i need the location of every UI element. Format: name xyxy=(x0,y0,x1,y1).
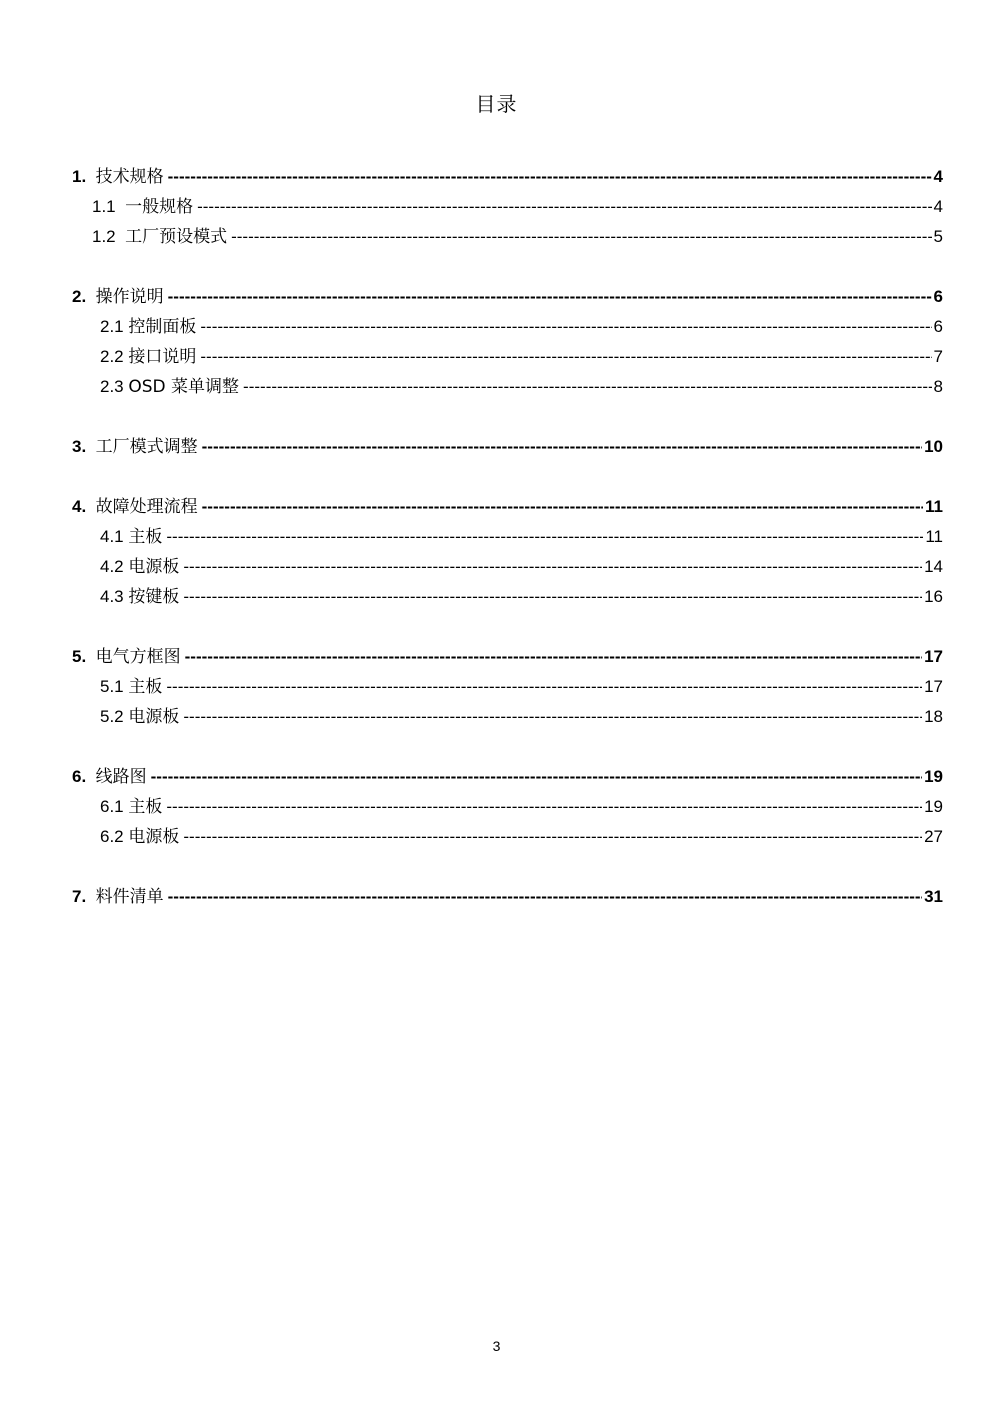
toc-label: 控制面板 xyxy=(128,317,197,337)
table-of-contents xyxy=(72,162,943,912)
toc-page: 4 xyxy=(933,197,943,216)
toc-entry-3[interactable] xyxy=(72,432,943,462)
toc-label: 主板 xyxy=(128,797,163,817)
toc-number: 4. xyxy=(72,497,87,516)
toc-number: 2.2 xyxy=(100,347,124,366)
toc-entry-1-1[interactable] xyxy=(72,192,943,222)
toc-entry-1[interactable] xyxy=(72,162,943,192)
toc-label: 主板 xyxy=(128,677,163,697)
toc-number: 1. xyxy=(72,167,87,186)
toc-label: 操作说明 xyxy=(95,287,164,307)
dot-leader xyxy=(168,282,932,312)
toc-page: 18 xyxy=(924,707,943,726)
dot-leader xyxy=(200,342,931,372)
toc-number: 6.2 xyxy=(100,827,124,846)
toc-page: 27 xyxy=(924,827,943,846)
toc-label: 线路图 xyxy=(95,767,147,787)
toc-number: 4.2 xyxy=(100,557,124,576)
dot-leader xyxy=(202,492,923,522)
toc-label: 电源板 xyxy=(128,557,180,577)
dot-leader xyxy=(151,762,922,792)
toc-page: 5 xyxy=(933,227,943,246)
toc-entry-2-1[interactable] xyxy=(72,312,943,342)
dot-leader xyxy=(168,882,922,912)
toc-page: 10 xyxy=(924,437,943,456)
dot-leader xyxy=(166,672,922,702)
toc-label: OSD 菜单调整 xyxy=(128,377,240,397)
toc-page: 17 xyxy=(924,647,943,666)
dot-leader xyxy=(185,642,922,672)
toc-entry-4-2[interactable] xyxy=(72,552,943,582)
toc-number: 6.1 xyxy=(100,797,124,816)
toc-page: 4 xyxy=(933,167,943,186)
page-title: 目录 xyxy=(475,92,518,116)
toc-number: 1.1 xyxy=(92,197,116,216)
toc-label: 技术规格 xyxy=(95,167,164,187)
toc-number: 5.2 xyxy=(100,707,124,726)
toc-entry-4-3[interactable] xyxy=(72,582,943,612)
toc-label: 工厂预设模式 xyxy=(125,227,228,247)
toc-label: 电源板 xyxy=(128,827,180,847)
toc-entry-6[interactable] xyxy=(72,762,943,792)
toc-page: 19 xyxy=(924,797,943,816)
dot-leader xyxy=(168,162,932,192)
toc-entry-4[interactable] xyxy=(72,492,943,522)
toc-page: 8 xyxy=(933,377,943,396)
toc-label: 故障处理流程 xyxy=(95,497,198,517)
toc-entry-6-2[interactable] xyxy=(72,822,943,852)
toc-number: 4.1 xyxy=(100,527,124,546)
toc-entry-1-2[interactable] xyxy=(72,222,943,252)
toc-entry-2-2[interactable] xyxy=(72,342,943,372)
toc-entry-2[interactable] xyxy=(72,282,943,312)
toc-page: 16 xyxy=(924,587,943,606)
dot-leader xyxy=(202,432,922,462)
toc-page: 14 xyxy=(924,557,943,576)
toc-entry-6-1[interactable] xyxy=(72,792,943,822)
toc-page: 11 xyxy=(925,497,943,516)
dot-leader xyxy=(183,552,922,582)
toc-entry-2-3[interactable] xyxy=(72,372,943,402)
toc-label: 一般规格 xyxy=(125,197,194,217)
toc-number: 2. xyxy=(72,287,87,306)
dot-leader xyxy=(166,792,922,822)
dot-leader xyxy=(197,192,931,222)
toc-label: 主板 xyxy=(128,527,163,547)
toc-number: 6. xyxy=(72,767,87,786)
toc-page: 17 xyxy=(924,677,943,696)
page-number: 3 xyxy=(492,1338,501,1354)
toc-page: 19 xyxy=(924,767,943,786)
toc-number: 2.3 xyxy=(100,377,124,396)
toc-entry-5-2[interactable] xyxy=(72,702,943,732)
dot-leader xyxy=(183,582,922,612)
toc-number: 7. xyxy=(72,887,87,906)
toc-page: 31 xyxy=(924,887,943,906)
toc-page: 7 xyxy=(933,347,943,366)
toc-entry-7[interactable] xyxy=(72,882,943,912)
toc-label: 接口说明 xyxy=(128,347,197,367)
dot-leader xyxy=(231,222,931,252)
toc-label: 工厂模式调整 xyxy=(95,437,198,457)
dot-leader xyxy=(166,522,923,552)
toc-entry-5-1[interactable] xyxy=(72,672,943,702)
toc-page: 11 xyxy=(925,527,943,546)
dot-leader xyxy=(200,312,931,342)
toc-page: 6 xyxy=(933,317,943,336)
toc-page: 6 xyxy=(933,287,943,306)
toc-label: 按键板 xyxy=(128,587,180,607)
toc-number: 2.1 xyxy=(100,317,124,336)
toc-label: 电气方框图 xyxy=(95,647,181,667)
toc-label: 电源板 xyxy=(128,707,180,727)
dot-leader xyxy=(183,702,922,732)
toc-number: 5.1 xyxy=(100,677,124,696)
toc-number: 5. xyxy=(72,647,87,666)
toc-number: 3. xyxy=(72,437,87,456)
toc-entry-4-1[interactable] xyxy=(72,522,943,552)
toc-number: 4.3 xyxy=(100,587,124,606)
dot-leader xyxy=(183,822,922,852)
dot-leader xyxy=(243,372,931,402)
toc-number: 1.2 xyxy=(92,227,116,246)
toc-label: 料件清单 xyxy=(95,887,164,907)
toc-entry-5[interactable] xyxy=(72,642,943,672)
